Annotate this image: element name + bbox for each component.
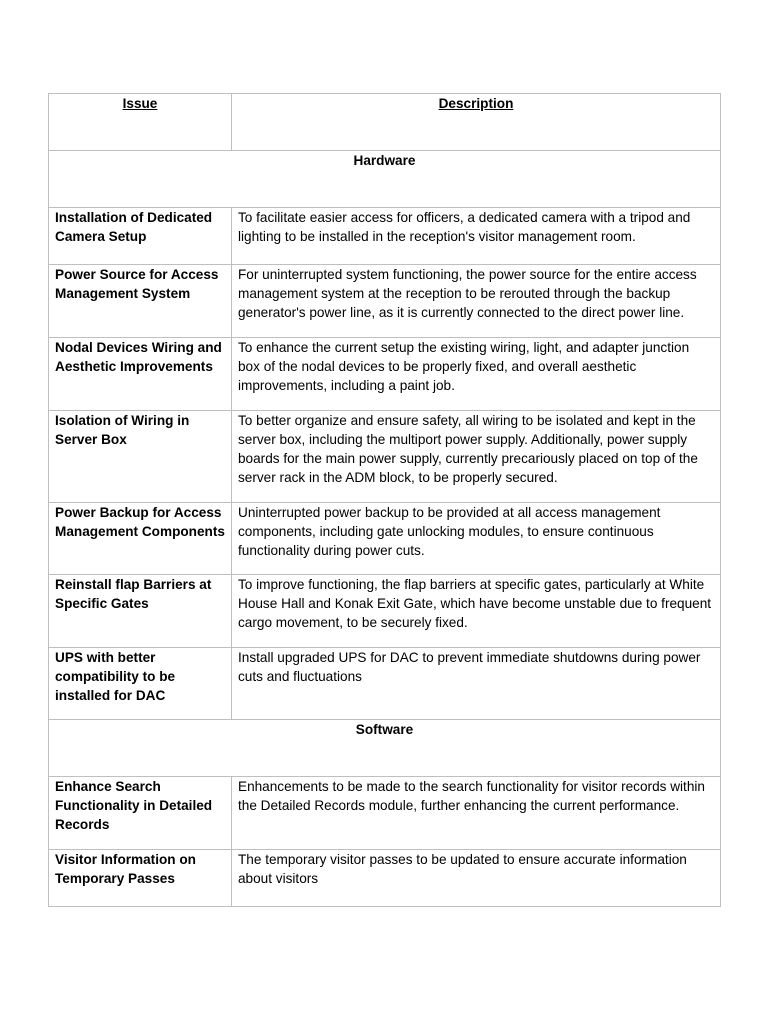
table-header-row <box>49 94 721 151</box>
section-row-software <box>49 720 721 777</box>
table-row <box>49 850 721 907</box>
issue-cell: Installation of Dedicated Camera Setup <box>49 208 232 265</box>
description-cell: For uninterrupted system functioning, the power source for the entire access management system at the reception to be rerouted through the backup generator's power line, as it is currently connected to the direct power line. <box>232 265 721 338</box>
issue-column-header: Issue <box>49 94 232 151</box>
table-row <box>49 208 721 265</box>
table-row <box>49 777 721 850</box>
description-cell: To improve functioning, the flap barriers at specific gates, particularly at White House Hall and Konak Exit Gate, which have become unstable due to frequent cargo movement, to be securely fixed. <box>232 575 721 648</box>
section-title: Software <box>49 720 721 777</box>
issue-cell: Nodal Devices Wiring and Aesthetic Improvements <box>49 338 232 411</box>
description-column-header: Description <box>232 94 721 151</box>
table-row <box>49 648 721 720</box>
issue-cell: Enhance Search Functionality in Detailed Records <box>49 777 232 850</box>
description-cell: To enhance the current setup the existing wiring, light, and adapter junction box of the nodal devices to be properly fixed, and overall aesthetic improvements, including a paint job. <box>232 338 721 411</box>
description-cell: To facilitate easier access for officers, a dedicated camera with a tripod and lighting to be installed in the reception's visitor management room. <box>232 208 721 265</box>
table-row <box>49 503 721 575</box>
table-row <box>49 575 721 648</box>
issue-cell: UPS with better compatibility to be installed for DAC <box>49 648 232 720</box>
document-page <box>48 93 720 907</box>
table-row <box>49 411 721 503</box>
issue-cell: Isolation of Wiring in Server Box <box>49 411 232 503</box>
section-row-hardware <box>49 151 721 208</box>
table-row <box>49 338 721 411</box>
issue-cell: Power Backup for Access Management Components <box>49 503 232 575</box>
description-cell: Install upgraded UPS for DAC to prevent immediate shutdowns during power cuts and fluctuations <box>232 648 721 720</box>
issue-cell: Reinstall flap Barriers at Specific Gates <box>49 575 232 648</box>
issues-table <box>48 93 721 907</box>
table-row <box>49 265 721 338</box>
section-title: Hardware <box>49 151 721 208</box>
issue-cell: Power Source for Access Management System <box>49 265 232 338</box>
description-cell: Uninterrupted power backup to be provided at all access management components, including gate unlocking modules, to ensure continuous functionality during power cuts. <box>232 503 721 575</box>
description-cell: The temporary visitor passes to be updated to ensure accurate information about visitors <box>232 850 721 907</box>
description-cell: To better organize and ensure safety, all wiring to be isolated and kept in the server box, including the multiport power supply. Additionally, power supply boards for the main power supply, currently precariously placed on top of the server rack in the ADM block, to be properly secured. <box>232 411 721 503</box>
description-cell: Enhancements to be made to the search functionality for visitor records within the Detailed Records module, further enhancing the current performance. <box>232 777 721 850</box>
issue-cell: Visitor Information on Temporary Passes <box>49 850 232 907</box>
